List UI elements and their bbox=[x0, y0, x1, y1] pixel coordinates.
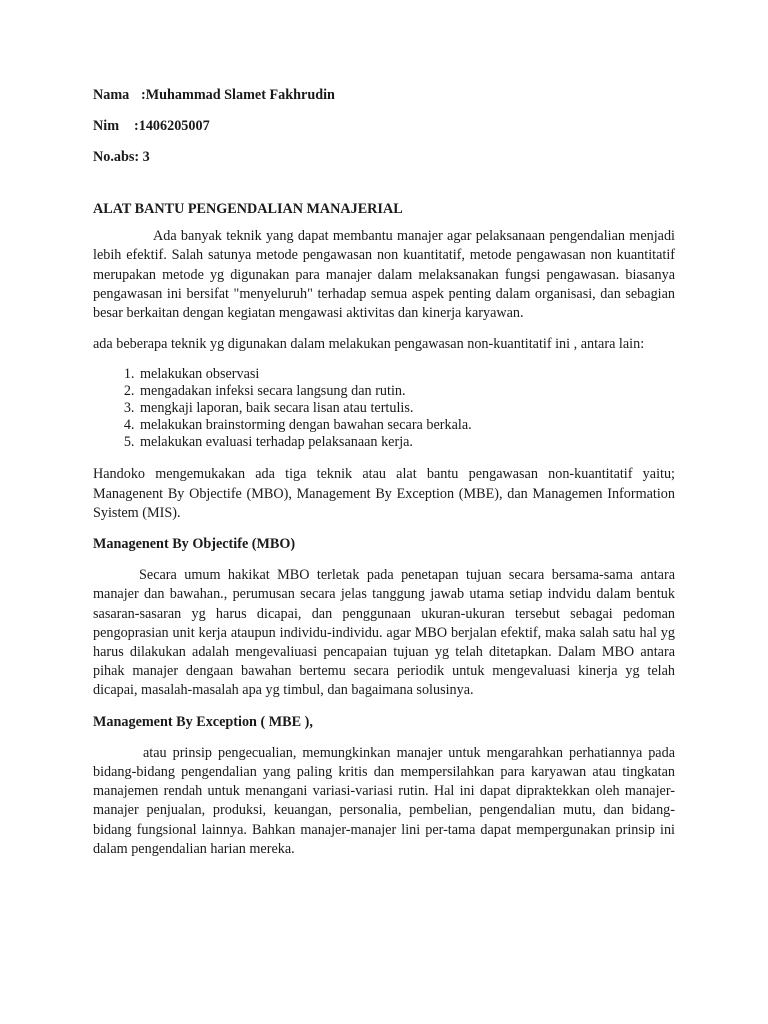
mbo-heading: Managenent By Objectife (MBO) bbox=[93, 536, 296, 553]
document-title: ALAT BANTU PENGENDALIAN MANAJERIAL bbox=[93, 201, 403, 217]
name-row bbox=[93, 86, 675, 106]
nim-label: Nim bbox=[93, 118, 120, 134]
handoko-paragraph: Handoko mengemukakan ada tiga teknik atau alat bantu pengawasan non-kuantitatif yaitu; Managenent By Objectife (MBO), Management By Exception (MBE), dan Managemen Information Syistem (MIS). bbox=[93, 466, 675, 521]
name-label: Nama bbox=[93, 87, 130, 103]
list-item: 3. mengkaji laporan, baik secara lisan atau tertulis. bbox=[138, 400, 675, 417]
abs-row bbox=[93, 148, 675, 168]
list-item: 5. melakukan evaluasi terhadap pelaksanaan kerja. bbox=[138, 434, 675, 451]
list-item: 1. melakukan observasi bbox=[138, 366, 675, 383]
mbe-paragraph: atau prinsip pengecualian, memungkinkan manajer untuk mengarahkan perhatiannya pada bidang-bidang pengendalian yang paling kritis dan mempersilahkan para karyawan atau tingkatan manajemen rendah untuk menangani variasi-variasi rutin. Hal ini dapat dipraktekkan oleh manajer-manajer penjualan, produksi, keuangan, personalia, pembelian, pengendalian mutu, dan bidang-bidang fungsional lainnya. Bahkan manajer-manajer lini per-tama dapat mempergunakan prinsip ini dalam pengendalian harian mereka. bbox=[93, 744, 675, 857]
abs-label: No.abs: bbox=[93, 149, 140, 165]
abs-value: 3 bbox=[142, 149, 150, 165]
nim-row bbox=[93, 117, 675, 137]
nim-value: 1406205007 bbox=[138, 118, 210, 134]
list-intro-paragraph: ada beberapa teknik yg digunakan dalam melakukan pengawasan non-kuantitatif ini , antara lain: bbox=[93, 336, 645, 353]
mbo-paragraph: Secara umum hakikat MBO terletak pada penetapan tujuan secara bersama-sama antara manajer dan bawahan., perumusan secara jelas tanggung jawab utama setiap indvidu dalam bentuk sasaran-sasaran yg harus dicapai, dan penggunaan ukuran-ukuran tersebut sebagai pedoman pengoprasian unit kerja ataupun individu-individu. agar MBO berjalan efektif, maka salah satu hal yg harus dilakukan adalah mengevaliuasi pencapaian tujuan yg telah ditetapkan. Dalam MBO antara pihak manajer dengaan bawahan bertemu secara periodik untuk mengevaluasi kinerja yg telah dicapai, masalah-masalah apa yg timbul, dan bagaimana solusinya. bbox=[93, 567, 675, 699]
list-item: 2. mengadakan infeksi secara langsung dan rutin. bbox=[138, 383, 675, 400]
list-item: 4. melakukan brainstorming dengan bawahan secara berkala. bbox=[138, 417, 675, 434]
nim-separator: : bbox=[134, 118, 139, 134]
name-value: Muhammad Slamet Fakhrudin bbox=[145, 87, 335, 103]
mbe-heading: Management By Exception ( MBE ), bbox=[93, 713, 313, 730]
name-separator: : bbox=[141, 87, 146, 103]
intro-paragraph: Ada banyak teknik yang dapat membantu manajer agar pelaksanaan pengendalian menjadi lebih efektif. Salah satunya metode pengawasan non kuantitatif, metode pengawasan non kuantitatif merupakan metode yg digunakan para manajer dalam melaksanakan fungsi pengawasan. biasanya pengawasan ini bersifat "menyeluruh" terhadap semua aspek penting dalam organisasi, dan sebagian besar berkaitan dengan kegiatan mengawasi aktivitas dan kinerja karyawan. bbox=[93, 228, 675, 322]
technique-list bbox=[93, 366, 675, 451]
